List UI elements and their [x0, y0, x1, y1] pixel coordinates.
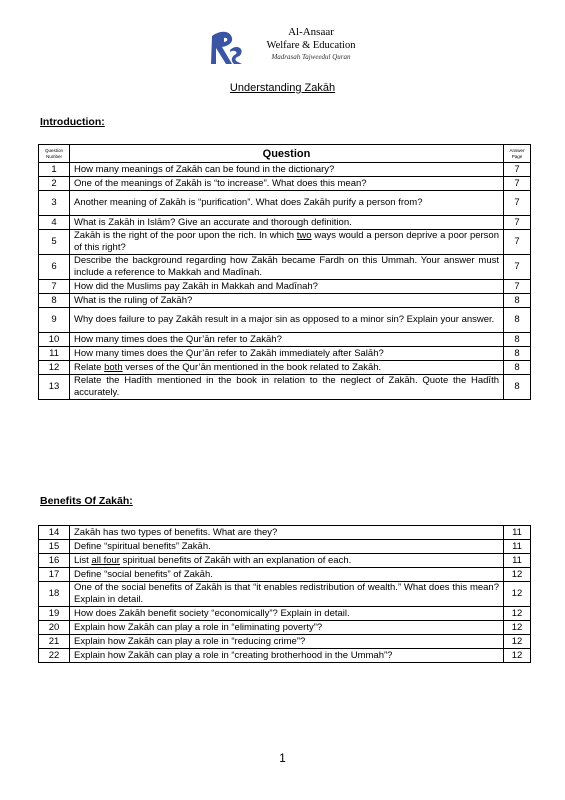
org-tagline: Madrasah Tajweedul Quran	[271, 53, 351, 61]
question-text: Define “spiritual benefits” Zakāh.	[70, 540, 504, 554]
table-row	[39, 191, 531, 216]
question-text: How many times does the Qur’ān refer to Zakāh?	[70, 333, 504, 347]
question-number: 8	[39, 294, 70, 308]
question-text: Zakāh has two types of benefits. What are they?	[70, 526, 504, 540]
answer-page: 12	[504, 621, 531, 635]
question-text-part: Relate	[74, 361, 105, 373]
question-text: How many meanings of Zakāh can be found in the dictionary?	[70, 163, 504, 177]
answer-page: 8	[504, 294, 531, 308]
table-row	[39, 540, 531, 554]
ansaar-logo-icon	[206, 28, 246, 68]
question-number: 9	[39, 308, 70, 333]
question-number: 20	[39, 621, 70, 635]
table-row	[39, 582, 531, 607]
answer-page-header: Answer Page	[504, 145, 531, 163]
question-text: Define “social benefits” of Zakāh.	[70, 568, 504, 582]
answer-page: 12	[504, 635, 531, 649]
answer-page: 7	[504, 163, 531, 177]
table-row	[39, 294, 531, 308]
answer-page: 7	[504, 255, 531, 280]
question-emphasis: both	[104, 361, 123, 373]
table-row	[39, 554, 531, 568]
question-number: 4	[39, 216, 70, 230]
question-text: One of the meanings of Zakāh is “to increase”. What does this mean?	[70, 177, 504, 191]
answer-page: 12	[504, 582, 531, 607]
answer-page: 12	[504, 568, 531, 582]
document-title: Understanding Zakāh	[229, 82, 336, 94]
page-number: 1	[279, 751, 286, 765]
answer-page: 7	[504, 216, 531, 230]
question-text	[70, 554, 504, 568]
question-text: Another meaning of Zakāh is “purification”. What does Zakāh purify a person from?	[70, 191, 504, 216]
question-emphasis: two	[296, 230, 312, 241]
question-header: Question	[70, 145, 504, 163]
answer-page: 8	[504, 375, 531, 400]
question-number: 10	[39, 333, 70, 347]
answer-page: 8	[504, 361, 531, 375]
question-text: Relate the Hadīth mentioned in the book in relation to the neglect of Zakāh. Quote the Hadīth accurately.	[70, 375, 504, 400]
question-emphasis: all four	[91, 554, 120, 566]
table-row	[39, 607, 531, 621]
org-subtitle: Welfare & Education	[266, 40, 356, 51]
answer-page: 8	[504, 308, 531, 333]
question-number: 2	[39, 177, 70, 191]
table-row	[39, 230, 531, 255]
question-number: 21	[39, 635, 70, 649]
table-row	[39, 333, 531, 347]
question-number: 11	[39, 347, 70, 361]
answer-page: 11	[504, 554, 531, 568]
question-number: 14	[39, 526, 70, 540]
question-number: 12	[39, 361, 70, 375]
table-row	[39, 163, 531, 177]
table-row	[39, 347, 531, 361]
answer-page: 7	[504, 230, 531, 255]
table-row	[39, 526, 531, 540]
table-row	[39, 635, 531, 649]
table-row	[39, 375, 531, 400]
benefits-heading: Benefits Of Zakāh:	[40, 495, 133, 507]
question-text: Explain how Zakāh can play a role in “eliminating poverty”?	[70, 621, 504, 635]
answer-page: 11	[504, 540, 531, 554]
table-row	[39, 177, 531, 191]
question-text-part: List	[74, 554, 92, 566]
table-header-row	[39, 145, 531, 163]
question-number: 19	[39, 607, 70, 621]
question-number: 1	[39, 163, 70, 177]
question-text: How many times does the Qur’ān refer to Zakāh immediately after Salāh?	[70, 347, 504, 361]
question-text: One of the social benefits of Zakāh is that “it enables redistribution of wealth.” What does this mean? Explain in detail.	[70, 582, 504, 607]
question-number: 15	[39, 540, 70, 554]
question-text: What is Zakāh in Islām? Give an accurate and thorough definition.	[70, 216, 504, 230]
question-number: 22	[39, 649, 70, 663]
table-row	[39, 621, 531, 635]
table-row	[39, 568, 531, 582]
question-text: Explain how Zakāh can play a role in “creating brotherhood in the Ummah”?	[70, 649, 504, 663]
table-row	[39, 308, 531, 333]
question-text-part: spiritual benefits of Zakāh with an explanation of each.	[119, 554, 352, 566]
question-text	[70, 361, 504, 375]
question-number: 3	[39, 191, 70, 216]
question-text: How did the Muslims pay Zakāh in Makkah and Madīnah?	[70, 280, 504, 294]
answer-page: 11	[504, 526, 531, 540]
table-row	[39, 649, 531, 663]
table-row	[39, 280, 531, 294]
organization-logo	[206, 24, 366, 74]
table-row	[39, 361, 531, 375]
table-row	[39, 216, 531, 230]
question-text-part: ways would a person deprive a poor person of this right?	[74, 230, 499, 253]
question-text: How does Zakāh benefit society “economically”? Explain in detail.	[70, 607, 504, 621]
question-number: 7	[39, 280, 70, 294]
org-name: Al-Ansaar	[288, 26, 334, 38]
answer-page: 12	[504, 607, 531, 621]
answer-page: 8	[504, 333, 531, 347]
answer-page: 7	[504, 177, 531, 191]
question-text	[70, 230, 504, 255]
question-text: Describe the background regarding how Zakāh became Fardh on this Ummah. Your answer must include a reference to Makkah and Madīnah.	[70, 255, 504, 280]
question-number: 13	[39, 375, 70, 400]
question-text-part: verses of the Qur’ān mentioned in the book related to Zakāh.	[122, 361, 382, 373]
answer-page: 7	[504, 280, 531, 294]
question-number: 16	[39, 554, 70, 568]
answer-page: 8	[504, 347, 531, 361]
question-text: What is the ruling of Zakāh?	[70, 294, 504, 308]
question-number: 18	[39, 582, 70, 607]
question-number-header: Question Number	[39, 145, 70, 163]
question-number: 6	[39, 255, 70, 280]
question-text: Why does failure to pay Zakāh result in a major sin as opposed to a minor sin? Explain your answer.	[70, 308, 504, 333]
answer-page: 12	[504, 649, 531, 663]
answer-page: 7	[504, 191, 531, 216]
question-number: 5	[39, 230, 70, 255]
table-row	[39, 255, 531, 280]
question-text: Explain how Zakāh can play a role in “reducing crime”?	[70, 635, 504, 649]
question-text-part: Zakāh is the right of the poor upon the rich. In which	[74, 230, 297, 241]
introduction-heading: Introduction:	[40, 116, 105, 128]
introduction-question-table	[38, 144, 531, 400]
question-number: 17	[39, 568, 70, 582]
benefits-question-table	[38, 525, 531, 663]
